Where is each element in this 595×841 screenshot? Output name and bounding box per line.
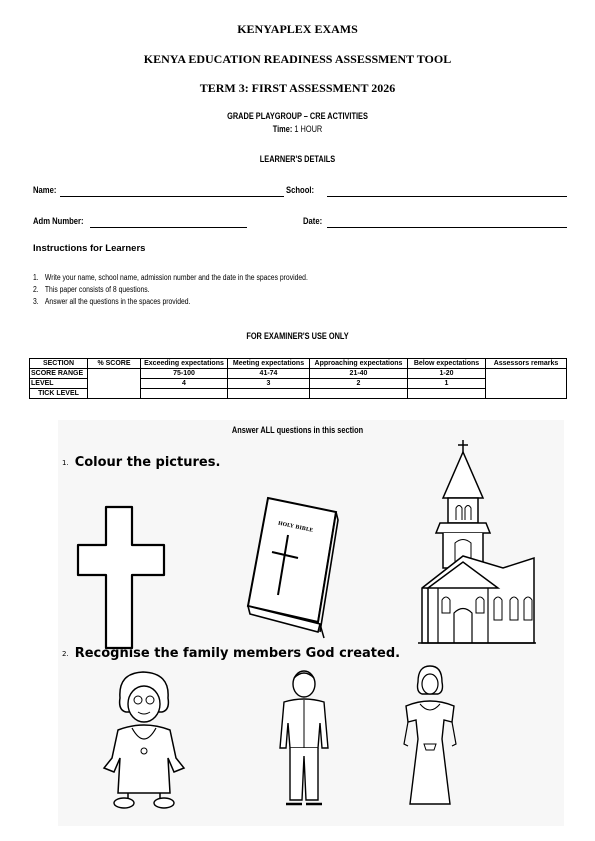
table-cell: 2 (310, 379, 408, 389)
instructions-title: Instructions for Learners (33, 243, 146, 254)
man-picture (264, 668, 344, 813)
date-label: Date: (303, 216, 323, 226)
table-header: Approaching expectations (310, 359, 408, 369)
instructions-list (33, 272, 308, 308)
term-title: TERM 3: FIRST ASSESSMENT 2026 (199, 81, 396, 95)
name-label: Name: (33, 185, 57, 195)
time-label: Time: (272, 124, 293, 134)
table-cell: 75-100 (141, 369, 228, 379)
table-cell: 21-40 (310, 369, 408, 379)
table-header-row (30, 359, 567, 369)
section-heading: Answer ALL questions in this section (231, 425, 364, 435)
table-row (30, 369, 567, 379)
table-header: Exceeding expectations (141, 359, 228, 369)
time-line (54, 124, 542, 134)
score-cell[interactable] (88, 369, 141, 399)
table-cell: 1 (408, 379, 486, 389)
adm-field[interactable] (90, 227, 247, 228)
examiner-title: FOR EXAMINER'S USE ONLY (246, 331, 349, 341)
school-field[interactable] (327, 196, 567, 197)
school-label: School: (286, 185, 315, 195)
church-picture (418, 438, 536, 648)
name-field[interactable] (60, 196, 284, 197)
examiner-table (29, 358, 567, 399)
grandmother-picture (88, 668, 200, 813)
instruction-item: 3. Answer all the questions in the spaces provided. (33, 297, 191, 306)
table-header: Below expectations (408, 359, 486, 369)
tick-cell[interactable] (310, 389, 408, 399)
bible-picture (240, 490, 345, 640)
tool-title: KENYA EDUCATION READINESS ASSESSMENT TOOL (143, 52, 452, 66)
tick-cell[interactable] (228, 389, 310, 399)
row-label: TICK LEVEL (30, 389, 88, 399)
instruction-item: 1. Write your name, school name, admission number and the date in the spaces provided. (33, 273, 308, 282)
table-header: % SCORE (88, 359, 141, 369)
org-title: KENYAPLEX EXAMS (237, 22, 358, 36)
table-header: SECTION (30, 359, 88, 369)
date-field[interactable] (327, 227, 567, 228)
table-header: Meeting expectations (228, 359, 310, 369)
instruction-item: 2. This paper consists of 8 questions. (33, 285, 150, 294)
table-cell: 1-20 (408, 369, 486, 379)
table-cell: 3 (228, 379, 310, 389)
table-header: Assessors remarks (486, 359, 567, 369)
bible-cover-text: HOLY BIBLE (277, 520, 314, 534)
cross-picture (76, 505, 166, 650)
row-label: SCORE RANGE (30, 369, 88, 379)
question-2: 2. Recognise the family members God created. (62, 646, 401, 661)
tick-cell[interactable] (408, 389, 486, 399)
row-label: LEVEL (30, 379, 88, 389)
tick-cell[interactable] (141, 389, 228, 399)
remarks-cell[interactable] (486, 369, 567, 399)
time-value: 1 HOUR (294, 124, 323, 134)
question-1: 1. Colour the pictures. (62, 455, 221, 470)
table-cell: 4 (141, 379, 228, 389)
woman-picture (390, 664, 470, 814)
table-cell: 41-74 (228, 369, 310, 379)
grade-title: GRADE PLAYGROUP – CRE ACTIVITIES (227, 111, 368, 121)
learner-details-title: LEARNER'S DETAILS (259, 154, 336, 164)
adm-label: Adm Number: (33, 216, 84, 226)
